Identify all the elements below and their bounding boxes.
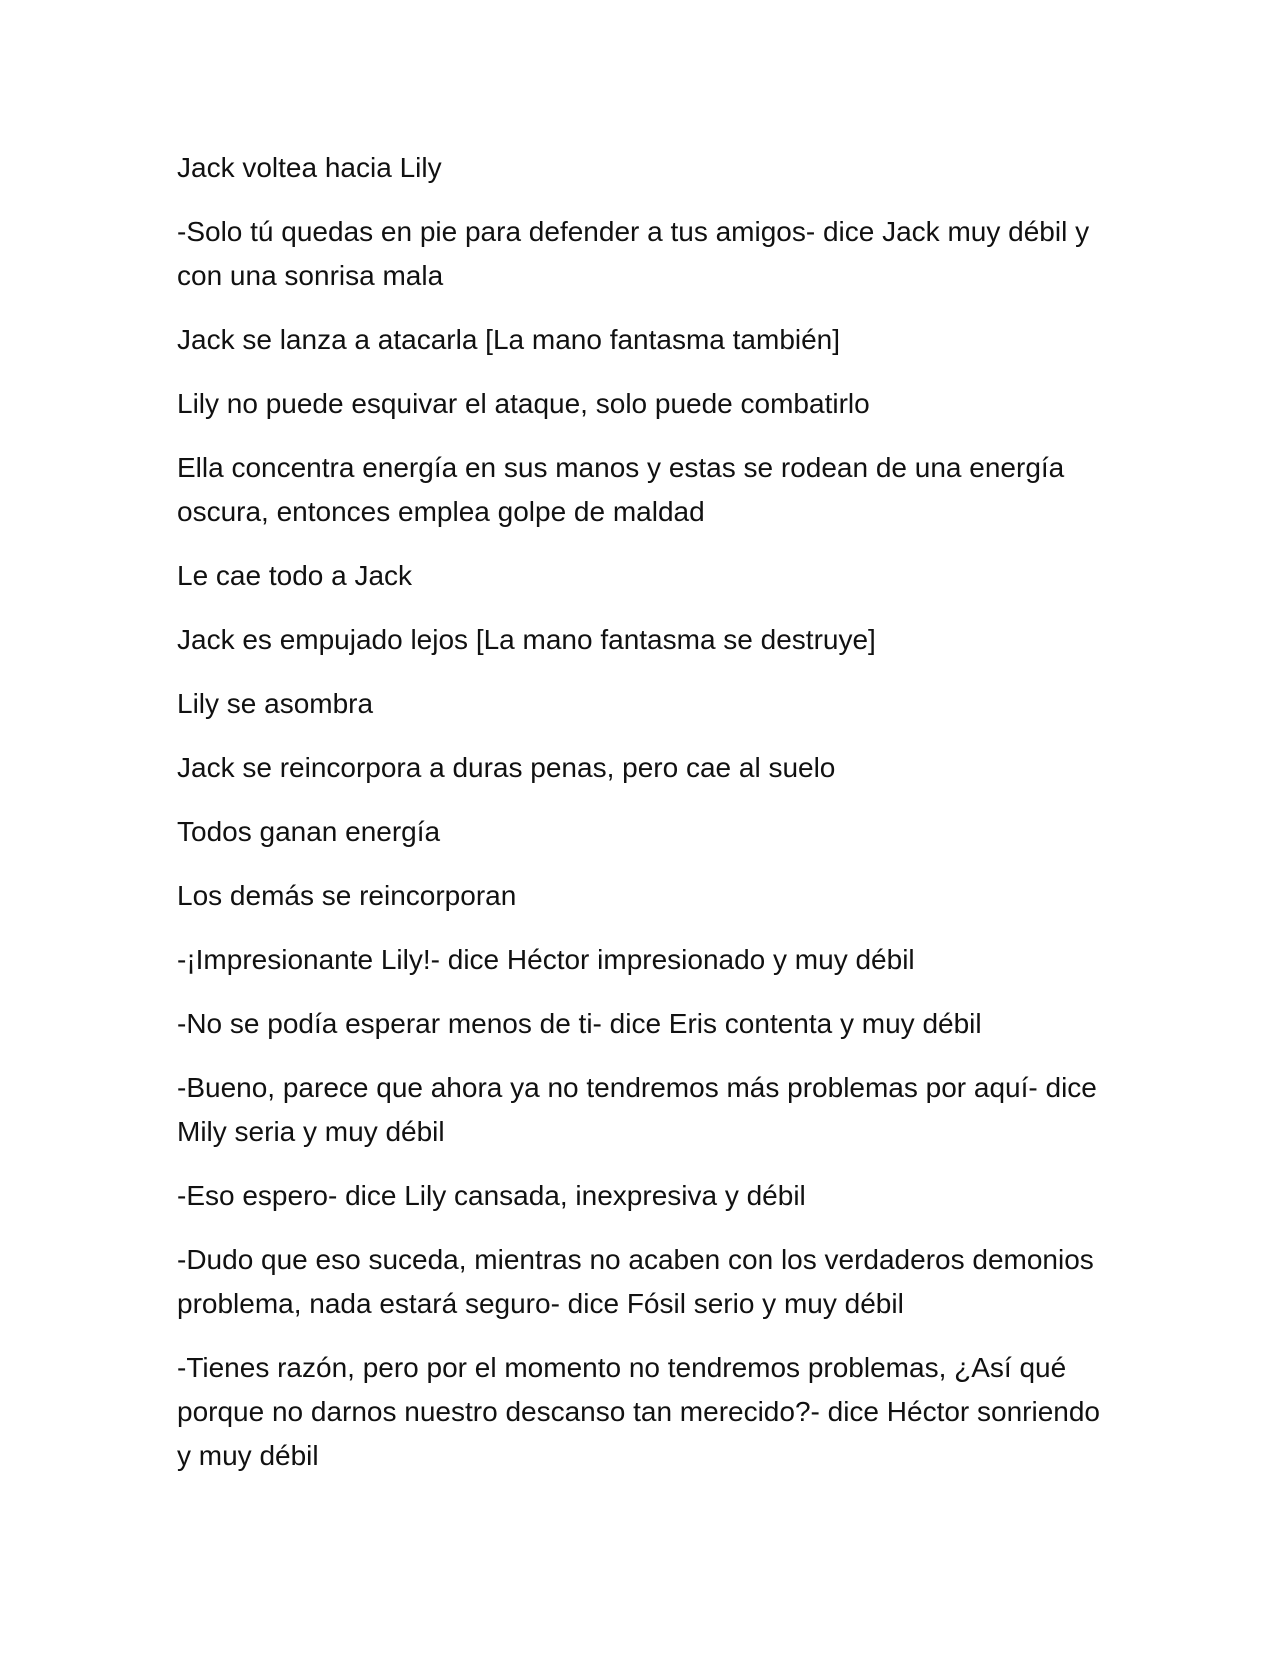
paragraph: Ella concentra energía en sus manos y estas se rodean de una energía oscura, entonces emplea golpe de maldad bbox=[177, 452, 1065, 527]
paragraph: Jack voltea hacia Lily bbox=[177, 152, 442, 183]
paragraph: Jack se reincorpora a duras penas, pero cae al suelo bbox=[177, 752, 836, 783]
paragraph: Los demás se reincorporan bbox=[177, 880, 517, 911]
paragraph: Todos ganan energía bbox=[177, 816, 441, 847]
paragraph: -Eso espero- dice Lily cansada, inexpresiva y débil bbox=[177, 1180, 806, 1211]
paragraph: -No se podía esperar menos de ti- dice Eris contenta y muy débil bbox=[177, 1008, 982, 1039]
paragraph: -Dudo que eso suceda, mientras no acaben con los verdaderos demonios problema, nada estará seguro- dice Fósil serio y muy débil bbox=[177, 1244, 1094, 1319]
paragraph: Jack es empujado lejos [La mano fantasma se destruye] bbox=[177, 624, 876, 655]
paragraph: Jack se lanza a atacarla [La mano fantasma también] bbox=[177, 324, 841, 355]
paragraph: -¡Impresionante Lily!- dice Héctor impresionado y muy débil bbox=[177, 944, 915, 975]
paragraph: Le cae todo a Jack bbox=[177, 560, 413, 591]
paragraph: -Tienes razón, pero por el momento no tendremos problemas, ¿Así qué porque no darnos nuestro descanso tan merecido?- dice Héctor sonriendo y muy débil bbox=[177, 1352, 1101, 1471]
paragraph: -Bueno, parece que ahora ya no tendremos más problemas por aquí- dice Mily seria y muy débil bbox=[177, 1072, 1097, 1147]
paragraph: Lily se asombra bbox=[177, 688, 374, 719]
paragraph: Lily no puede esquivar el ataque, solo puede combatirlo bbox=[177, 388, 870, 419]
document-body bbox=[177, 146, 1107, 1498]
paragraph: -Solo tú quedas en pie para defender a tus amigos- dice Jack muy débil y con una sonrisa mala bbox=[177, 216, 1090, 291]
